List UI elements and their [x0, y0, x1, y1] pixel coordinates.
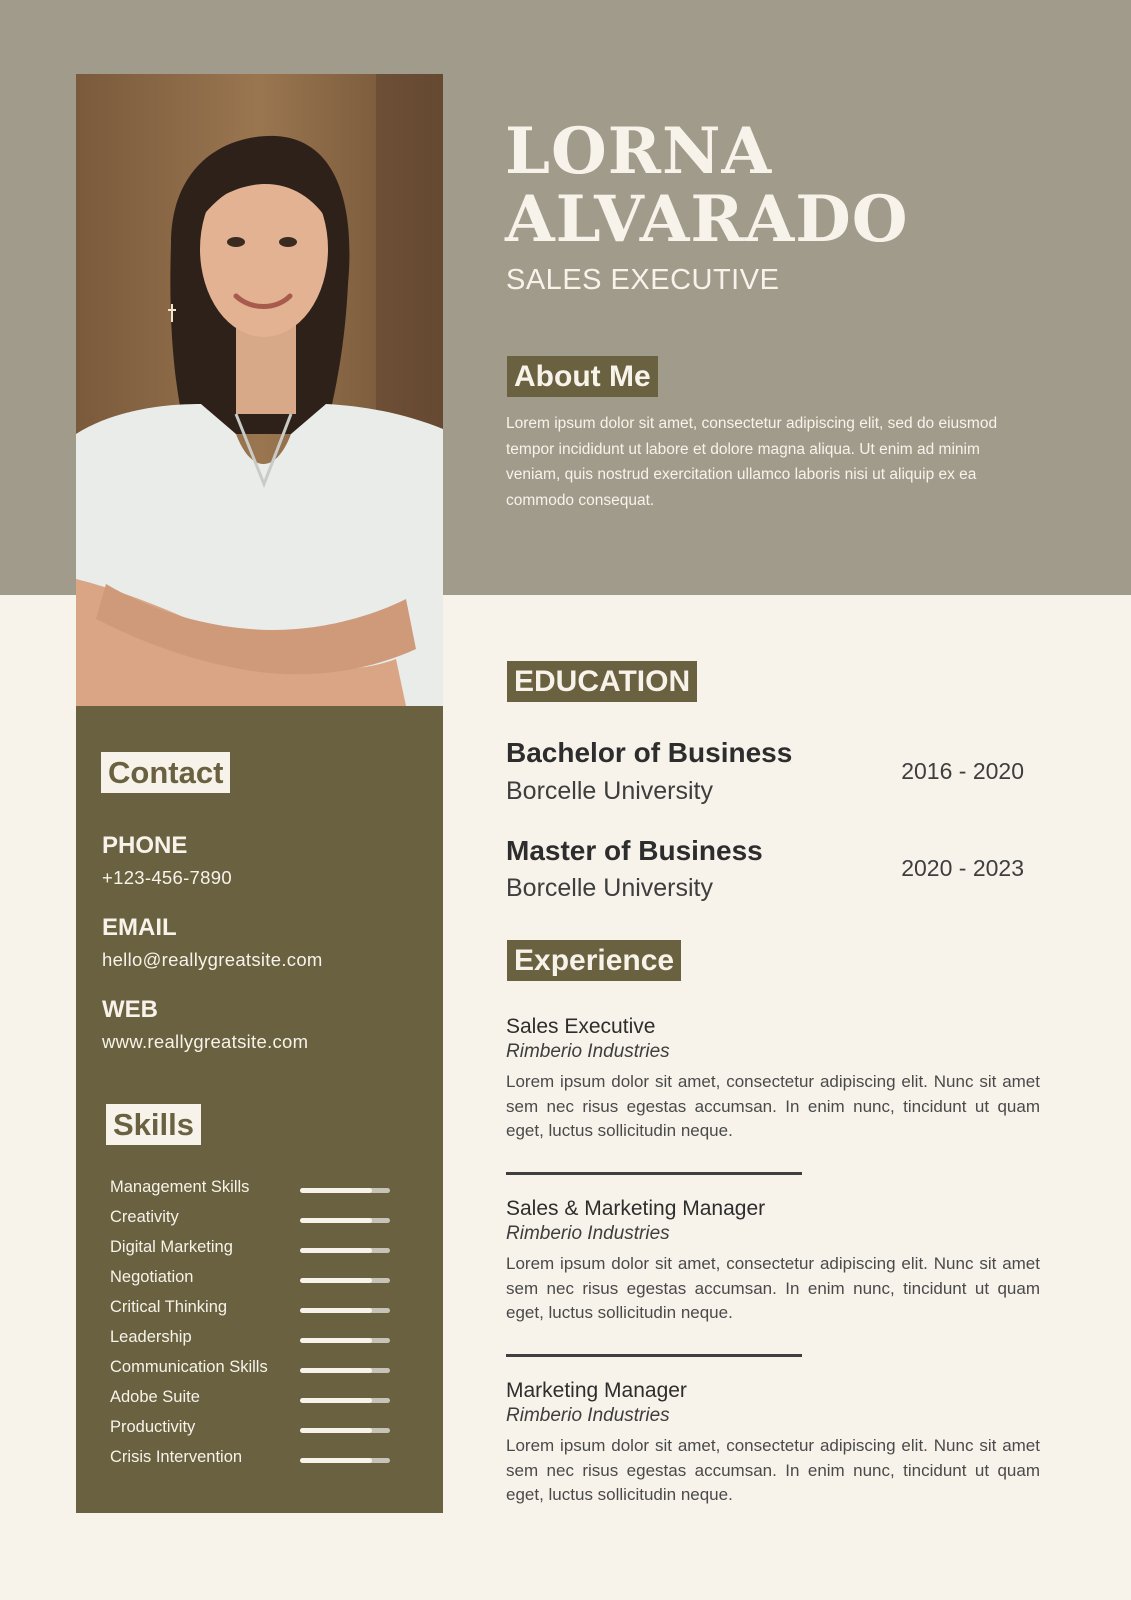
education-years: 2016 - 2020	[901, 758, 1024, 784]
skill-bar	[300, 1368, 390, 1373]
web-label: WEB	[102, 996, 158, 1023]
skill-fill	[300, 1218, 372, 1223]
skill-fill	[300, 1338, 372, 1343]
skill-label: Negotiation	[110, 1268, 194, 1286]
skill-bar	[300, 1458, 390, 1463]
skill-bar	[300, 1398, 390, 1403]
education-heading: EDUCATION	[507, 661, 697, 702]
skill-bar	[300, 1218, 390, 1223]
profile-photo	[76, 74, 443, 706]
skill-bar	[300, 1278, 390, 1283]
email-value: hello@reallygreatsite.com	[102, 949, 323, 970]
skill-fill	[300, 1248, 372, 1253]
skill-item	[110, 1178, 410, 1200]
skill-fill	[300, 1308, 372, 1313]
skill-item	[110, 1328, 410, 1350]
skill-label: Productivity	[110, 1418, 196, 1436]
about-text: Lorem ipsum dolor sit amet, consectetur adipiscing elit, sed do eiusmod tempor incididunt ut labore et dolore magna aliqua. Ut enim ad minim veniam, quis nostrud exercitation ullamco laboris nisi ut aliquip ex ea commodo consequat.	[506, 415, 998, 509]
skill-fill	[300, 1428, 372, 1433]
contact-heading: Contact	[101, 752, 230, 793]
education-years: 2020 - 2023	[901, 855, 1024, 881]
divider	[506, 1354, 802, 1357]
skill-bar	[300, 1308, 390, 1313]
skill-label: Critical Thinking	[110, 1298, 228, 1316]
experience-company: Rimberio Industries	[506, 1041, 670, 1062]
phone-label: PHONE	[102, 832, 188, 859]
job-title: SALES EXECUTIVE	[506, 264, 780, 296]
skill-fill	[300, 1398, 372, 1403]
first-name: LORNA	[505, 114, 773, 189]
experience-title: Sales Executive	[506, 1015, 656, 1038]
portrait-image	[76, 74, 443, 706]
skill-item	[110, 1238, 410, 1260]
skill-fill	[300, 1188, 372, 1193]
experience-company: Rimberio Industries	[506, 1223, 670, 1244]
email-label: EMAIL	[102, 914, 177, 941]
education-school: Borcelle University	[506, 777, 714, 805]
skill-item	[110, 1448, 410, 1470]
skill-label: Creativity	[110, 1208, 179, 1226]
skill-item	[110, 1388, 410, 1410]
skill-bar	[300, 1248, 390, 1253]
skill-fill	[300, 1278, 372, 1283]
education-school: Borcelle University	[506, 874, 714, 902]
full-name	[505, 114, 909, 257]
divider	[506, 1172, 802, 1175]
skill-item	[110, 1358, 410, 1380]
education-degree: Master of Business	[506, 835, 763, 866]
experience-title: Marketing Manager	[506, 1379, 687, 1402]
skill-label: Management Skills	[110, 1178, 250, 1196]
skill-bar	[300, 1338, 390, 1343]
skill-item	[110, 1298, 410, 1320]
skill-fill	[300, 1458, 372, 1463]
experience-company: Rimberio Industries	[506, 1405, 670, 1426]
skill-item	[110, 1208, 410, 1230]
skill-label: Digital Marketing	[110, 1238, 233, 1256]
web-value: www.reallygreatsite.com	[102, 1031, 309, 1052]
skill-item	[110, 1418, 410, 1440]
phone-value: +123-456-7890	[102, 867, 232, 888]
skills-heading: Skills	[106, 1104, 201, 1145]
experience-title: Sales & Marketing Manager	[506, 1197, 766, 1220]
experience-heading: Experience	[507, 940, 681, 981]
skill-bar	[300, 1188, 390, 1193]
skill-fill	[300, 1368, 372, 1373]
skill-label: Leadership	[110, 1328, 192, 1346]
last-name: ALVARADO	[505, 182, 909, 257]
skill-label: Communication Skills	[110, 1358, 268, 1376]
skill-item	[110, 1268, 410, 1290]
skill-label: Adobe Suite	[110, 1388, 200, 1406]
experience-description: Lorem ipsum dolor sit amet, consectetur adipiscing elit. Nunc sit amet sem nec risus egestas accumsan. In enim nunc, tincidunt ut quam eget, luctus sollicitudin neque.	[506, 1436, 1040, 1505]
experience-description: Lorem ipsum dolor sit amet, consectetur adipiscing elit. Nunc sit amet sem nec risus egestas accumsan. In enim nunc, tincidunt ut quam eget, luctus sollicitudin neque.	[506, 1072, 1040, 1141]
education-degree: Bachelor of Business	[506, 737, 793, 768]
experience-description: Lorem ipsum dolor sit amet, consectetur adipiscing elit. Nunc sit amet sem nec risus egestas accumsan. In enim nunc, tincidunt ut quam eget, luctus sollicitudin neque.	[506, 1254, 1040, 1323]
skill-bar	[300, 1428, 390, 1433]
about-heading: About Me	[507, 356, 658, 397]
skill-label: Crisis Intervention	[110, 1448, 243, 1466]
